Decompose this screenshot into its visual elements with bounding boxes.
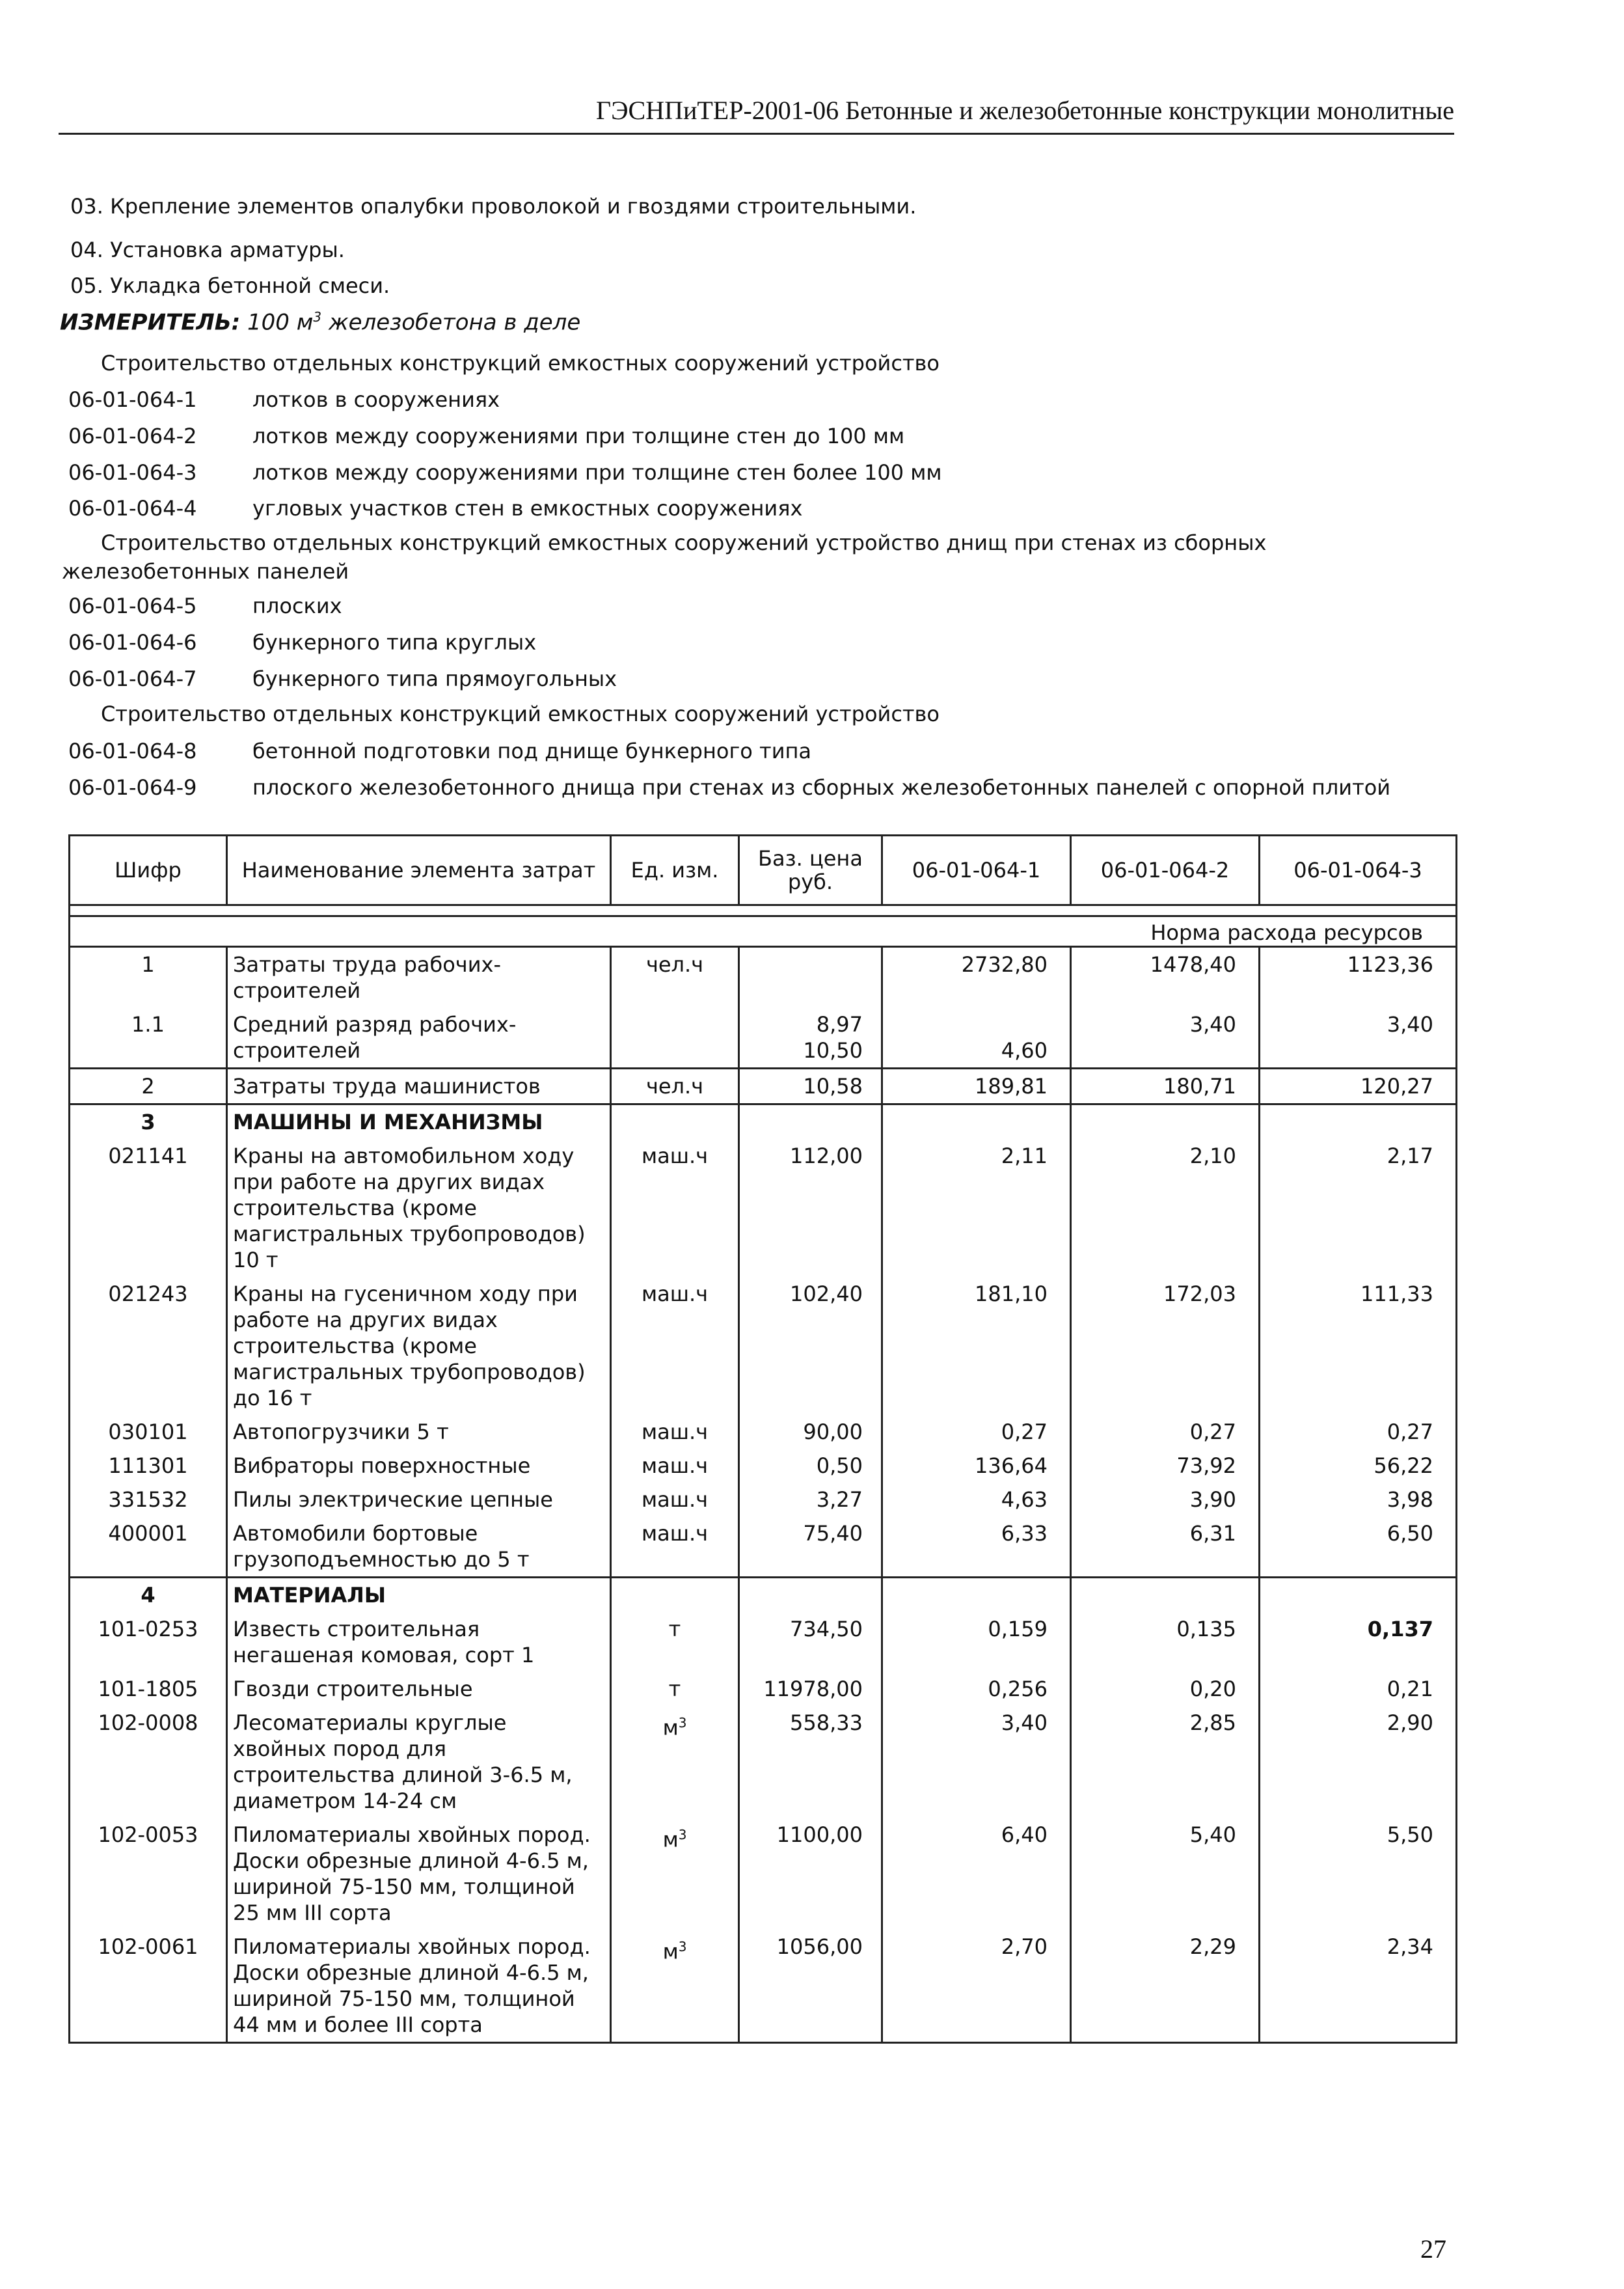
cell-name: Краны на автомобильном ходу при работе на других видах строительства (кроме магистральных трубопроводов) 10 т bbox=[227, 1139, 611, 1277]
cell-code: 3 bbox=[70, 1104, 227, 1140]
cell-name: Пиломатериалы хвойных пород. Доски обрезные длиной 4-6.5 м, шириной 75-150 мм, толщиной 44 мм и более III сорта bbox=[227, 1930, 611, 2043]
cell-name: Пилы электрические цепные bbox=[227, 1483, 611, 1516]
cell-code: 030101 bbox=[70, 1415, 227, 1449]
cell-unit: маш.ч bbox=[611, 1516, 739, 1578]
header-col2: 06-01-064-2 bbox=[1071, 836, 1260, 905]
cell-name: Затраты труда рабочих-строителей bbox=[227, 947, 611, 1008]
cell-v2: 0,20 bbox=[1071, 1672, 1260, 1706]
cell-v2: 6,31 bbox=[1071, 1516, 1260, 1578]
cell-price: 75,40 bbox=[739, 1516, 882, 1578]
cell-v1: 189,81 bbox=[882, 1069, 1071, 1104]
cell-code: 101-1805 bbox=[70, 1672, 227, 1706]
table-row bbox=[70, 1612, 1457, 1672]
section-2-title-line1: Строительство отдельных конструкций емкостных сооружений устройство днищ при стенах из сборных bbox=[101, 530, 1267, 555]
cell-v2: 73,92 bbox=[1071, 1449, 1260, 1483]
measure-sup: 3 bbox=[313, 309, 322, 325]
table-row bbox=[70, 1139, 1457, 1277]
cell-v3: 56,22 bbox=[1260, 1449, 1457, 1483]
work-desc: лотков между сооружениями при толщине стен до 100 мм bbox=[252, 424, 905, 448]
cell-v3: 0,137 bbox=[1260, 1612, 1457, 1672]
table-row bbox=[70, 1672, 1457, 1706]
cell-price-b: 10,50 bbox=[803, 1038, 863, 1063]
table-row bbox=[70, 1277, 1457, 1415]
group-row bbox=[70, 1104, 1457, 1140]
cell-price-a: 8,97 bbox=[816, 1012, 863, 1037]
cell-unit bbox=[611, 1818, 739, 1930]
cell-v2: 5,40 bbox=[1071, 1818, 1260, 1930]
cell-v2: 2,29 bbox=[1071, 1930, 1260, 2043]
cell-v2: 3,90 bbox=[1071, 1483, 1260, 1516]
table-row bbox=[70, 1706, 1457, 1818]
cell-unit: маш.ч bbox=[611, 1277, 739, 1415]
section-1-title: Строительство отдельных конструкций емкостных сооружений устройство bbox=[101, 351, 940, 376]
cell-v1: 6,40 bbox=[882, 1818, 1071, 1930]
cell-unit-text: м bbox=[662, 1827, 679, 1852]
cell-price: 90,00 bbox=[739, 1415, 882, 1449]
cell-unit: маш.ч bbox=[611, 1449, 739, 1483]
table-row bbox=[70, 1483, 1457, 1516]
cell-v3: 120,27 bbox=[1260, 1069, 1457, 1104]
cell-unit-sup: 3 bbox=[678, 1715, 687, 1731]
header-price: Баз. цена руб. bbox=[739, 836, 882, 905]
measure-line bbox=[60, 309, 580, 335]
cell-name: Краны на гусеничном ходу при работе на других видах строительства (кроме магистральных трубопроводов) до 16 т bbox=[227, 1277, 611, 1415]
cell-v1: 3,40 bbox=[882, 1706, 1071, 1818]
cell-v2: 0,135 bbox=[1071, 1612, 1260, 1672]
intro-line-04: 04. Установка арматуры. bbox=[70, 238, 345, 262]
cell-price: 102,40 bbox=[739, 1277, 882, 1415]
cell-unit: т bbox=[611, 1612, 739, 1672]
cell-name: Лесоматериалы круглые хвойных пород для строительства длиной 3-6.5 м, диаметром 14-24 см bbox=[227, 1706, 611, 1818]
cell-code: 101-0253 bbox=[70, 1612, 227, 1672]
work-code: 06-01-064-4 bbox=[68, 496, 197, 521]
measure-label: ИЗМЕРИТЕЛЬ: bbox=[60, 309, 241, 336]
cell-price: 558,33 bbox=[739, 1706, 882, 1818]
cell-name: Известь строительная негашеная комовая, сорт 1 bbox=[227, 1612, 611, 1672]
work-code: 06-01-064-6 bbox=[68, 630, 197, 655]
cell-v2: 2,85 bbox=[1071, 1706, 1260, 1818]
cell-unit-sup: 3 bbox=[678, 1939, 687, 1954]
cell-v3: 0,27 bbox=[1260, 1415, 1457, 1449]
work-desc: плоских bbox=[252, 594, 342, 618]
cell-v1-b: 4,60 bbox=[1001, 1038, 1048, 1063]
measure-rest: железобетона в деле bbox=[328, 309, 581, 336]
cell-v3: 3,98 bbox=[1260, 1483, 1457, 1516]
cell-name: Средний разряд рабочих-строителей bbox=[227, 1007, 611, 1069]
cell-price bbox=[739, 1007, 882, 1069]
table-row bbox=[70, 1069, 1457, 1104]
cell-unit: чел.ч bbox=[611, 1069, 739, 1104]
cell-code: 102-0053 bbox=[70, 1818, 227, 1930]
cell-unit bbox=[611, 1930, 739, 2043]
cell-name: Автомобили бортовые грузоподъемностью до 5 т bbox=[227, 1516, 611, 1578]
cell-price: 734,50 bbox=[739, 1612, 882, 1672]
cell-v1: 2,70 bbox=[882, 1930, 1071, 2043]
work-desc: плоского железобетонного днища при стенах из сборных железобетонных панелей с опорной плитой bbox=[252, 775, 1391, 800]
work-desc: лотков между сооружениями при толщине стен более 100 мм bbox=[252, 460, 942, 485]
cell-unit: маш.ч bbox=[611, 1415, 739, 1449]
cell-v1: 136,64 bbox=[882, 1449, 1071, 1483]
cell-price: 112,00 bbox=[739, 1139, 882, 1277]
header-col1: 06-01-064-1 bbox=[882, 836, 1071, 905]
work-code: 06-01-064-7 bbox=[68, 666, 197, 691]
cell-code: 102-0061 bbox=[70, 1930, 227, 2043]
cell-unit-text: м bbox=[662, 1715, 679, 1740]
work-desc: бункерного типа прямоугольных bbox=[252, 666, 617, 691]
work-desc: лотков в сооружениях bbox=[252, 387, 500, 412]
intro-line-03: 03. Крепление элементов опалубки проволокой и гвоздями строительными. bbox=[70, 194, 917, 219]
cell-v1: 181,10 bbox=[882, 1277, 1071, 1415]
cell-price: 3,27 bbox=[739, 1483, 882, 1516]
cell-price: 1056,00 bbox=[739, 1930, 882, 2043]
cell-unit bbox=[611, 1706, 739, 1818]
cell-v3: 1123,36 bbox=[1260, 947, 1457, 1008]
work-desc: бункерного типа круглых bbox=[252, 630, 537, 655]
cell-price: 1100,00 bbox=[739, 1818, 882, 1930]
cell-unit: чел.ч bbox=[611, 947, 739, 1008]
cell-v1-a bbox=[888, 1011, 1048, 1037]
cell-code: 021243 bbox=[70, 1277, 227, 1415]
section-3-title: Строительство отдельных конструкций емкостных сооружений устройство bbox=[101, 702, 940, 726]
cell-v3: 2,17 bbox=[1260, 1139, 1457, 1277]
resource-table bbox=[68, 834, 1457, 2044]
table-row bbox=[70, 1415, 1457, 1449]
cell-name: Пиломатериалы хвойных пород. Доски обрезные длиной 4-6.5 м, шириной 75-150 мм, толщиной 25 мм III сорта bbox=[227, 1818, 611, 1930]
cell-unit: маш.ч bbox=[611, 1139, 739, 1277]
cell-price bbox=[739, 947, 882, 1008]
measure-value: 100 м bbox=[247, 309, 314, 336]
work-code: 06-01-064-5 bbox=[68, 594, 197, 618]
norm-row bbox=[70, 916, 1457, 947]
cell-code: 021141 bbox=[70, 1139, 227, 1277]
cell-v3: 5,50 bbox=[1260, 1818, 1457, 1930]
cell-v1: 0,27 bbox=[882, 1415, 1071, 1449]
work-code: 06-01-064-8 bbox=[68, 739, 197, 763]
group-title: МАШИНЫ И МЕХАНИЗМЫ bbox=[227, 1104, 611, 1140]
cell-v1: 2732,80 bbox=[882, 947, 1071, 1008]
work-code: 06-01-064-2 bbox=[68, 424, 197, 448]
cell-price: 11978,00 bbox=[739, 1672, 882, 1706]
cell-v3: 2,34 bbox=[1260, 1930, 1457, 2043]
cell-price: 0,50 bbox=[739, 1449, 882, 1483]
cell-v2: 172,03 bbox=[1071, 1277, 1260, 1415]
cell-v2: 0,27 bbox=[1071, 1415, 1260, 1449]
cell-v2: 1478,40 bbox=[1071, 947, 1260, 1008]
work-desc: угловых участков стен в емкостных сооружениях bbox=[252, 496, 803, 521]
section-2-title-line2: железобетонных панелей bbox=[62, 559, 349, 584]
table-row bbox=[70, 1818, 1457, 1930]
cell-code: 400001 bbox=[70, 1516, 227, 1578]
work-code: 06-01-064-9 bbox=[68, 775, 197, 800]
cell-v1: 6,33 bbox=[882, 1516, 1071, 1578]
work-code: 06-01-064-1 bbox=[68, 387, 197, 412]
cell-unit-sup: 3 bbox=[678, 1827, 687, 1843]
cell-unit: т bbox=[611, 1672, 739, 1706]
cell-v1: 0,159 bbox=[882, 1612, 1071, 1672]
cell-v1: 2,11 bbox=[882, 1139, 1071, 1277]
header-col3: 06-01-064-3 bbox=[1260, 836, 1457, 905]
cell-v3: 6,50 bbox=[1260, 1516, 1457, 1578]
cell-unit-text: м bbox=[662, 1939, 679, 1964]
cell-code: 4 bbox=[70, 1578, 227, 1613]
running-header bbox=[59, 92, 1454, 135]
group-title: МАТЕРИАЛЫ bbox=[227, 1578, 611, 1613]
page-number: 27 bbox=[1420, 2234, 1446, 2264]
cell-v3: 111,33 bbox=[1260, 1277, 1457, 1415]
cell-name: Автопогрузчики 5 т bbox=[227, 1415, 611, 1449]
cell-unit: маш.ч bbox=[611, 1483, 739, 1516]
cell-v2: 2,10 bbox=[1071, 1139, 1260, 1277]
cell-v3: 0,21 bbox=[1260, 1672, 1457, 1706]
cell-v2: 180,71 bbox=[1071, 1069, 1260, 1104]
cell-name: Затраты труда машинистов bbox=[227, 1069, 611, 1104]
cell-price: 10,58 bbox=[739, 1069, 882, 1104]
cell-v1: 0,256 bbox=[882, 1672, 1071, 1706]
cell-code: 1.1 bbox=[70, 1007, 227, 1069]
cell-code: 111301 bbox=[70, 1449, 227, 1483]
cell-code: 1 bbox=[70, 947, 227, 1008]
table-row bbox=[70, 1516, 1457, 1578]
cell-v3: 2,90 bbox=[1260, 1706, 1457, 1818]
cell-unit bbox=[611, 1007, 739, 1069]
group-row bbox=[70, 1578, 1457, 1613]
cell-v3: 3,40 bbox=[1260, 1007, 1457, 1069]
table-row bbox=[70, 1930, 1457, 2043]
cell-code: 2 bbox=[70, 1069, 227, 1104]
work-desc: бетонной подготовки под днище бункерного типа bbox=[252, 739, 812, 763]
header-name: Наименование элемента затрат bbox=[227, 836, 611, 905]
header-title: ГЭСНПиТЕР-2001-06 Бетонные и железобетонные конструкции монолитные bbox=[595, 96, 1454, 125]
cell-name: Гвозди строительные bbox=[227, 1672, 611, 1706]
cell-v1 bbox=[882, 1007, 1071, 1069]
cell-v2: 3,40 bbox=[1071, 1007, 1260, 1069]
section-2-title bbox=[62, 528, 1267, 586]
norm-label: Норма расхода ресурсов bbox=[70, 916, 1457, 947]
cell-name: Вибраторы поверхностные bbox=[227, 1449, 611, 1483]
table-row bbox=[70, 1449, 1457, 1483]
work-code: 06-01-064-3 bbox=[68, 460, 197, 485]
header-unit: Ед. изм. bbox=[611, 836, 739, 905]
header-code: Шифр bbox=[70, 836, 227, 905]
cell-code: 331532 bbox=[70, 1483, 227, 1516]
table-row bbox=[70, 947, 1457, 1008]
cell-code: 102-0008 bbox=[70, 1706, 227, 1818]
intro-line-05: 05. Укладка бетонной смеси. bbox=[70, 273, 390, 298]
table-header-row bbox=[70, 836, 1457, 905]
cell-v1: 4,63 bbox=[882, 1483, 1071, 1516]
table-row bbox=[70, 1007, 1457, 1069]
table-spacer bbox=[70, 905, 1457, 916]
